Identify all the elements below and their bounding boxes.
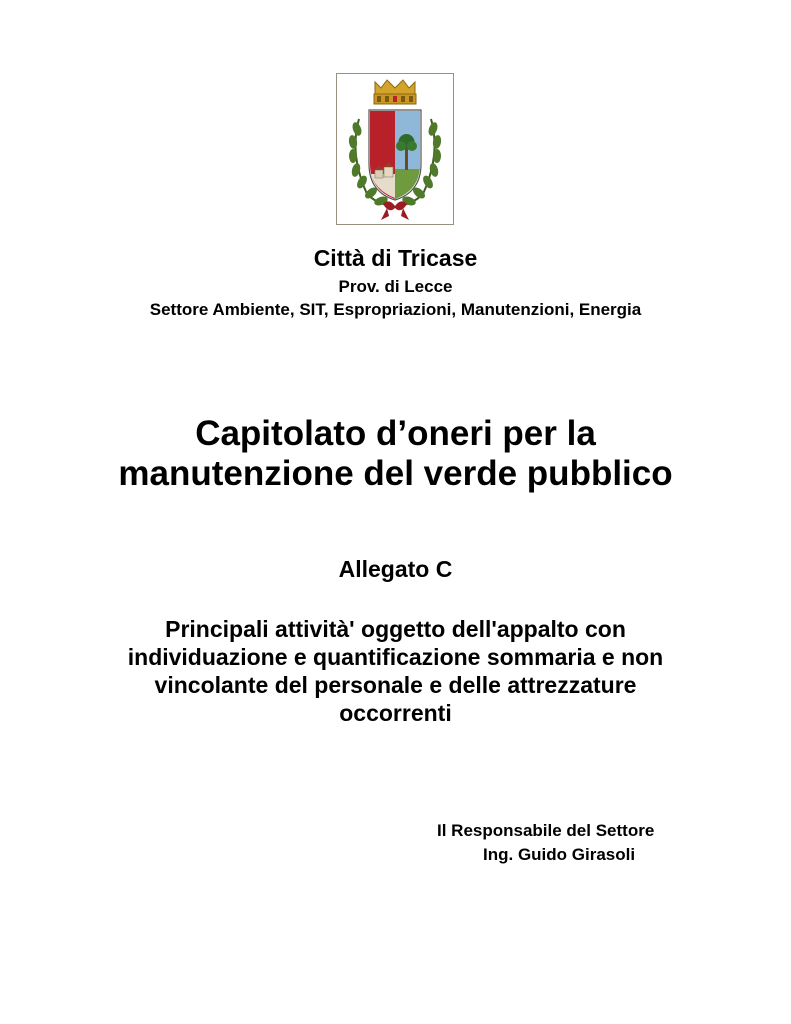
signatory-name: Ing. Guido Girasoli bbox=[483, 845, 636, 864]
document-title bbox=[0, 414, 791, 494]
description-line: Principali attività' oggetto dell'appalto con bbox=[165, 616, 626, 642]
municipal-coat-of-arms-icon bbox=[337, 74, 453, 224]
crown-icon bbox=[374, 80, 416, 104]
description-line: vincolante del personale e delle attrezzature bbox=[154, 672, 637, 698]
city-name: Città di Tricase bbox=[313, 245, 478, 271]
title-line: Capitolato d’oneri per la bbox=[195, 414, 596, 453]
description-line: individuazione e quantificazione sommaria e non bbox=[127, 644, 664, 670]
document-description bbox=[0, 615, 791, 727]
province-name: Prov. di Lecce bbox=[338, 277, 453, 296]
description-line: occorrenti bbox=[339, 700, 452, 726]
shield-icon bbox=[369, 110, 421, 200]
ribbon-icon bbox=[381, 201, 409, 220]
annex-label: Allegato C bbox=[338, 556, 453, 582]
title-line: manutenzione del verde pubblico bbox=[118, 454, 673, 493]
coat-of-arms bbox=[336, 73, 454, 225]
signatory-role: Il Responsabile del Settore bbox=[437, 821, 655, 840]
sector-name: Settore Ambiente, SIT, Espropriazioni, Manutenzioni, Energia bbox=[149, 300, 642, 319]
